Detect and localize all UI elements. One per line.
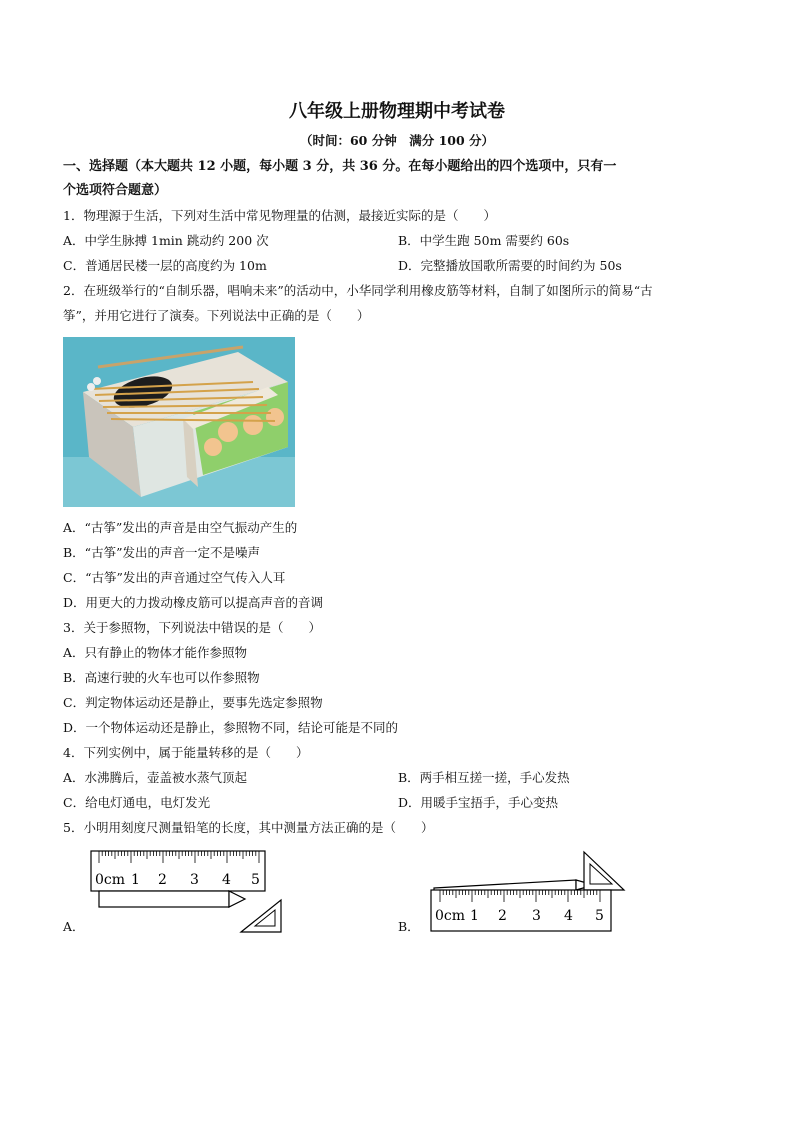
ruler-b-label: 1 xyxy=(470,908,479,924)
ruler-b-label: 3 xyxy=(532,908,541,924)
q1-stem: 1．物理源于生活，下列对生活中常见物理量的估测，最接近实际的是（ ） xyxy=(63,208,496,223)
section-heading-line1: 一、选择题（本大题共 12 小题，每小题 3 分，共 36 分。在每小题给出的四个选项中，只有一 xyxy=(63,159,617,174)
ruler-b-label: 0cm xyxy=(435,908,466,924)
exam-title: 八年级上册物理期中考试卷 xyxy=(289,101,505,122)
q5-option-a: A． xyxy=(63,919,85,934)
exam-subtitle: （时间：60 分钟 满分 100 分） xyxy=(299,133,495,148)
ruler-diagram-b xyxy=(428,850,628,935)
q5-stem: 5．小明用刻度尺测量铅笔的长度，其中测量方法正确的是（ ） xyxy=(63,820,434,835)
ruler-a-label: 1 xyxy=(131,872,140,888)
q3-option-a: A．只有静止的物体才能作参照物 xyxy=(63,645,248,660)
q2-option-b: B．“古筝”发出的声音一定不是噪声 xyxy=(63,545,260,560)
set-square-b xyxy=(584,852,624,890)
ruler-diagram-a xyxy=(85,848,290,933)
q1-option-b: B．中学生跑 50m 需要约 60s xyxy=(398,233,570,248)
q2-stem-line2: 筝”，并用它进行了演奏。下列说法中正确的是（ ） xyxy=(63,308,370,323)
q1-option-d: D．完整播放国歌所需要的时间约为 50s xyxy=(398,258,622,273)
pencil-a xyxy=(99,891,245,907)
ruler-a-label: 2 xyxy=(158,872,167,888)
q4-option-a: A．水沸腾后，壶盖被水蒸气顶起 xyxy=(63,770,248,785)
zither-photo xyxy=(63,337,295,507)
ruler-a-label: 0cm xyxy=(95,872,126,888)
set-square-a xyxy=(241,900,281,932)
q2-option-d: D．用更大的力拨动橡皮筋可以提高声音的音调 xyxy=(63,595,324,610)
q4-option-d: D．用暖手宝捂手，手心变热 xyxy=(398,795,559,810)
q3-option-b: B．高速行驶的火车也可以作参照物 xyxy=(63,670,260,685)
q4-stem: 4．下列实例中，属于能量转移的是（ ） xyxy=(63,745,309,760)
q4-option-b: B．两手相互搓一搓，手心发热 xyxy=(398,770,570,785)
q5-option-b: B． xyxy=(398,919,420,934)
ruler-a-label: 4 xyxy=(222,872,231,888)
ruler-b-label: 5 xyxy=(595,908,604,924)
q3-option-c: C．判定物体运动还是静止，要事先选定参照物 xyxy=(63,695,323,710)
ruler-b-label: 4 xyxy=(564,908,573,924)
ruler-a-label: 3 xyxy=(190,872,199,888)
ruler-a-label: 5 xyxy=(251,872,260,888)
q2-stem-line1: 2．在班级举行的“自制乐器，唱响未来”的活动中，小华同学利用橡皮筋等材料，自制了如图所示的简易“古 xyxy=(63,283,653,298)
q2-option-a: A．“古筝”发出的声音是由空气振动产生的 xyxy=(63,520,298,535)
q4-option-c: C．给电灯通电，电灯发光 xyxy=(63,795,211,810)
q3-stem: 3．关于参照物，下列说法中错误的是（ ） xyxy=(63,620,321,635)
ruler-a xyxy=(91,851,265,891)
q2-option-c: C．“古筝”发出的声音通过空气传入人耳 xyxy=(63,570,286,585)
q1-option-a: A．中学生脉搏 1min 跳动约 200 次 xyxy=(63,233,269,248)
ruler-b xyxy=(431,890,611,931)
q3-option-d: D．一个物体运动还是静止，参照物不同，结论可能是不同的 xyxy=(63,720,399,735)
section-heading-line2: 个选项符合题意） xyxy=(63,183,168,198)
q1-option-c: C．普通居民楼一层的高度约为 10m xyxy=(63,258,267,273)
ruler-b-label: 2 xyxy=(498,908,507,924)
zither-illustration xyxy=(63,337,295,507)
